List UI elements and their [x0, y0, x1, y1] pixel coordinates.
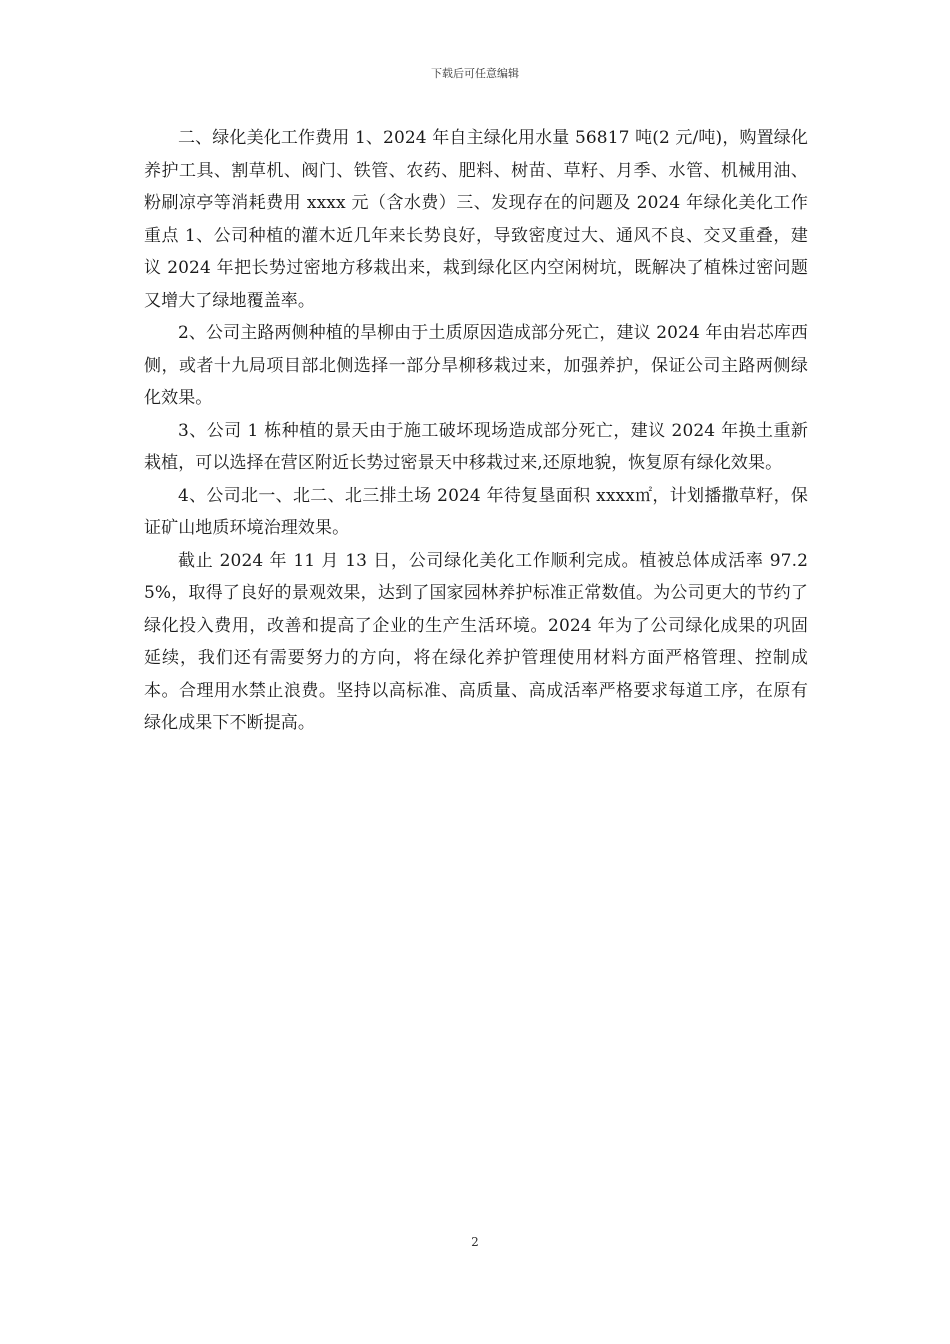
paragraph-sedum-replanting: 3、公司 1 栋种植的景天由于施工破坏现场造成部分死亡，建议 2024 年换土重新栽植，可以选择在营区附近长势过密景天中移栽过来,还原地貌，恢复原有绿化效果。	[144, 420, 808, 473]
paragraph-greening-costs-and-issues: 二、绿化美化工作费用 1、2024 年自主绿化用水量 56817 吨(2 元/吨)，购置绿化养护工具、割草机、阀门、铁管、农药、肥料、树苗、草籽、月季、水管、机械用油、粉刷凉亭等消耗费用 xxxx 元（含水费）三、发现存在的问题及 2024 年绿化美化工作重点 1、公司种植的灌木近几年来长势良好，导致密度过大、通风不良、交叉重叠，建议 2024 年把长势过密地方移栽出来，栽到绿化区内空闲树坑，既解决了植株过密问题又增大了绿地覆盖率。	[144, 128, 808, 311]
paragraph-summary: 截止 2024 年 11 月 13 日，公司绿化美化工作顺利完成。植被总体成活率 97.25%，取得了良好的景观效果，达到了国家园林养护标准正常数值。为公司更大的节约了绿化投入费用，改善和提高了企业的生产生活环境。2024 年为了公司绿化成果的巩固延续，我们还有需要努力的方向，将在绿化养护管理使用材料方面严格管理、控制成本。合理用水禁止浪费。坚持以高标准、高质量、高成活率严格要求每道工序，在原有绿化成果下不断提高。	[144, 550, 808, 733]
paragraph-dump-reclamation: 4、公司北一、北二、北三排土场 2024 年待复垦面积 xxxx㎡，计划播撒草籽，保证矿山地质环境治理效果。	[144, 485, 808, 538]
body-text	[144, 122, 808, 740]
header-note: 下载后可任意编辑	[431, 67, 519, 80]
page-number: 2	[471, 1235, 479, 1249]
paragraph-main-road-willows: 2、公司主路两侧种植的旱柳由于土质原因造成部分死亡，建议 2024 年由岩芯库西侧，或者十九局项目部北侧选择一部分旱柳移栽过来，加强养护，保证公司主路两侧绿化效果。	[144, 323, 808, 408]
